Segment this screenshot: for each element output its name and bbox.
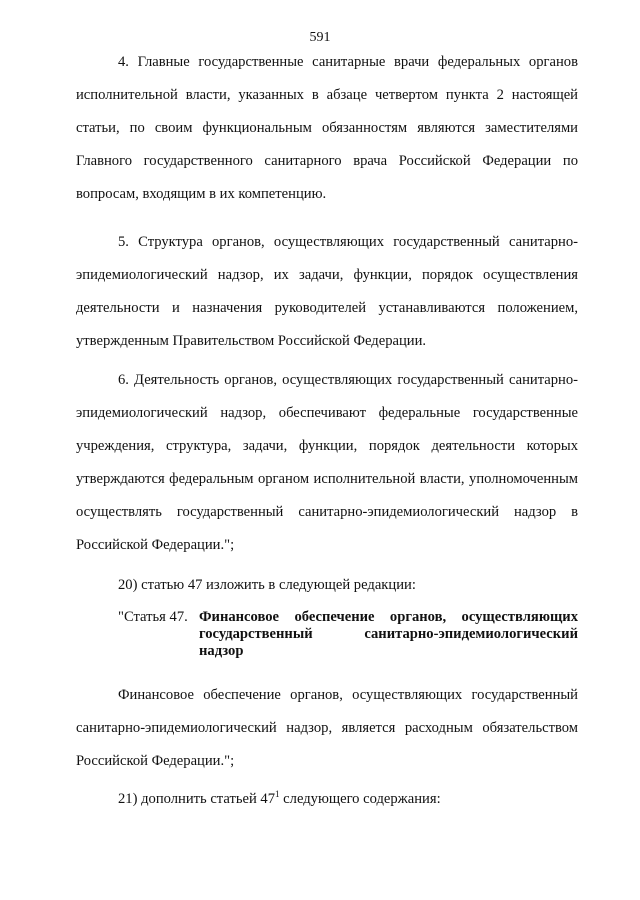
paragraph-item-6: 6. Деятельность органов, осуществляющих государственный санитарно-эпидемиологический надзор, обеспечивают федеральные государственные учреждения, структура, задачи, функции, порядок деятельности которых утверждаются федеральным органом исполнительной власти, уполномоченным осуществлять государственный санитарно-эпидемиологический надзор в Российской Федерации.";	[76, 372, 578, 553]
amendment-21-text: 21) дополнить статьей 47	[118, 791, 276, 807]
article-number: "Статья 47.	[118, 609, 188, 625]
paragraph-item-5: 5. Структура органов, осуществляющих государственный санитарно-эпидемиологический надзор, их задачи, функции, порядок осуществления деятельности и назначения руководителей устанавливаются положением, утвержденным Правительством Российской Федерации.	[76, 234, 578, 349]
paragraph-amendment-20: 20) статью 47 изложить в следующей редакции:	[118, 577, 416, 593]
article-title: Финансовое обеспечение органов, осуществляющих государственный санитарно-эпидемиологический надзор	[199, 609, 578, 659]
page-number: 591	[309, 30, 331, 45]
paragraph-item-4: 4. Главные государственные санитарные врачи федеральных органов исполнительной власти, указанных в абзаце четвертом пункта 2 настоящей статьи, по своим функциональным обязанностям являются заместителями Главного государственного санитарного врача Российской Федерации по вопросам, входящим в их компетенцию.	[76, 54, 578, 202]
article-47-body: Финансовое обеспечение органов, осуществляющих государственный санитарно-эпидемиологический надзор, является расходным обязательством Российской Федерации.";	[76, 687, 578, 769]
superscript-index: 1	[275, 789, 280, 800]
amendment-21-text-end: следующего содержания:	[279, 791, 441, 807]
paragraph-amendment-21	[76, 783, 578, 816]
